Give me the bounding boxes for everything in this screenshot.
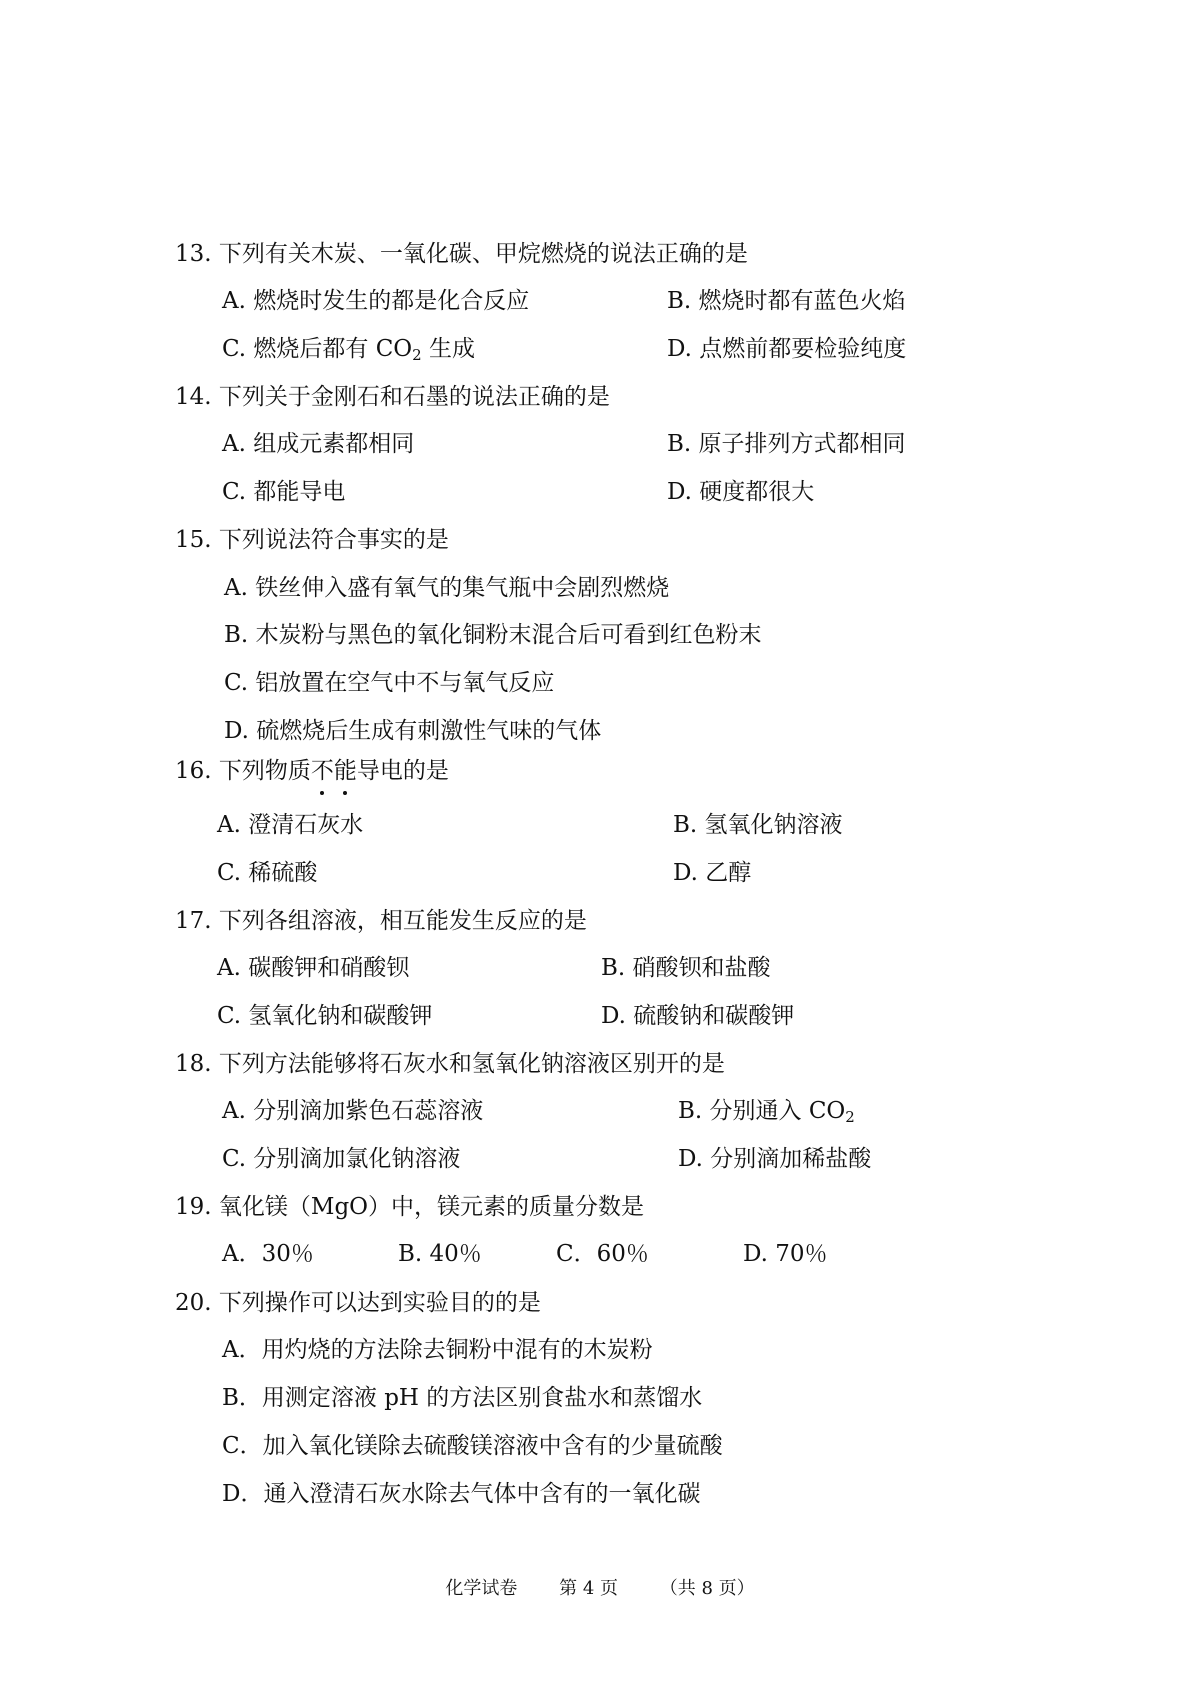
q15-stem: 15. 下列说法符合事实的是: [175, 527, 449, 553]
q20-option-c: C．加入氧化镁除去硫酸镁溶液中含有的少量硫酸: [222, 1433, 723, 1459]
q19-option-d: D. 70％: [743, 1241, 828, 1267]
q16-option-d: D. 乙醇: [673, 860, 752, 886]
q14-option-c: C. 都能导电: [222, 479, 346, 505]
q15-option-c: C. 铝放置在空气中不与氧气反应: [224, 670, 555, 696]
q13-option-c-tail: 生成: [421, 336, 476, 362]
q17-option-a: A. 碳酸钾和硝酸钡: [217, 955, 410, 981]
footer-page-number: 第 4 页: [559, 1578, 618, 1599]
footer-subject: 化学试卷: [445, 1578, 518, 1599]
q18-option-b-text: B. 分别通入 CO: [678, 1098, 846, 1124]
q16-stem-text: 16. 下列物质: [175, 758, 311, 784]
q17-stem: 17. 下列各组溶液，相互能发生反应的是: [175, 908, 587, 934]
q14-option-a: A. 组成元素都相同: [222, 431, 415, 457]
q19-option-c: C．60％: [556, 1241, 649, 1267]
q20-option-d: D．通入澄清石灰水除去气体中含有的一氧化碳: [222, 1481, 701, 1507]
q16-stem: [175, 756, 449, 786]
q18-option-a: A. 分别滴加紫色石蕊溶液: [222, 1098, 484, 1124]
q16-option-c: C. 稀硫酸: [217, 860, 318, 886]
q18-option-c: C. 分别滴加氯化钠溶液: [222, 1146, 461, 1172]
q17-option-b: B. 硝酸钡和盐酸: [601, 955, 771, 981]
q16-emphasis-char: 不: [310, 758, 334, 784]
q20-option-b: B．用测定溶液 pH 的方法区别食盐水和蒸馏水: [222, 1385, 703, 1411]
footer-page-total: （共 8 页）: [659, 1578, 755, 1599]
q20-option-a: A．用灼烧的方法除去铜粉中混有的木炭粉: [222, 1337, 653, 1363]
q18-option-b-subscript: 2: [845, 1108, 855, 1126]
q13-stem: 13. 下列有关木炭、一氧化碳、甲烷燃烧的说法正确的是: [175, 241, 748, 267]
q15-option-d: D. 硫燃烧后生成有刺激性气味的气体: [224, 718, 602, 744]
q15-option-a: A. 铁丝伸入盛有氧气的集气瓶中会剧烈燃烧: [224, 575, 670, 601]
q14-stem: 14. 下列关于金刚石和石墨的说法正确的是: [175, 384, 610, 410]
q14-option-d: D. 硬度都很大: [667, 479, 815, 505]
q14-option-b: B. 原子排列方式都相同: [667, 431, 906, 457]
q13-option-b: B. 燃烧时都有蓝色火焰: [667, 288, 906, 314]
q15-option-b: B. 木炭粉与黑色的氧化铜粉末混合后可看到红色粉末: [224, 622, 762, 648]
q16-option-a: A. 澄清石灰水: [217, 812, 364, 838]
q17-option-c: C. 氢氧化钠和碳酸钾: [217, 1003, 433, 1029]
q19-option-b: B. 40％: [398, 1241, 482, 1267]
q20-stem: 20. 下列操作可以达到实验目的的是: [175, 1290, 541, 1316]
q13-option-d: D. 点燃前都要检验纯度: [667, 336, 907, 362]
q16-emphasis-char: 能: [333, 758, 357, 784]
q13-option-c: [222, 334, 475, 364]
q18-option-d: D. 分别滴加稀盐酸: [678, 1146, 872, 1172]
page-footer: [0, 1577, 1200, 1601]
q19-option-a: A．30％: [222, 1241, 314, 1267]
q19-stem: 19. 氧化镁（MgO）中，镁元素的质量分数是: [175, 1194, 645, 1220]
q18-option-b: [678, 1096, 855, 1126]
q13-option-c-text: C. 燃烧后都有 CO: [222, 336, 413, 362]
q13-option-c-subscript: 2: [412, 346, 422, 364]
q18-stem: 18. 下列方法能够将石灰水和氢氧化钠溶液区别开的是: [175, 1051, 725, 1077]
q13-option-a: A. 燃烧时发生的都是化合反应: [222, 288, 530, 314]
q16-stem-tail: 导电的是: [356, 758, 449, 784]
q16-option-b: B. 氢氧化钠溶液: [673, 812, 843, 838]
q17-option-d: D. 硫酸钠和碳酸钾: [601, 1003, 795, 1029]
